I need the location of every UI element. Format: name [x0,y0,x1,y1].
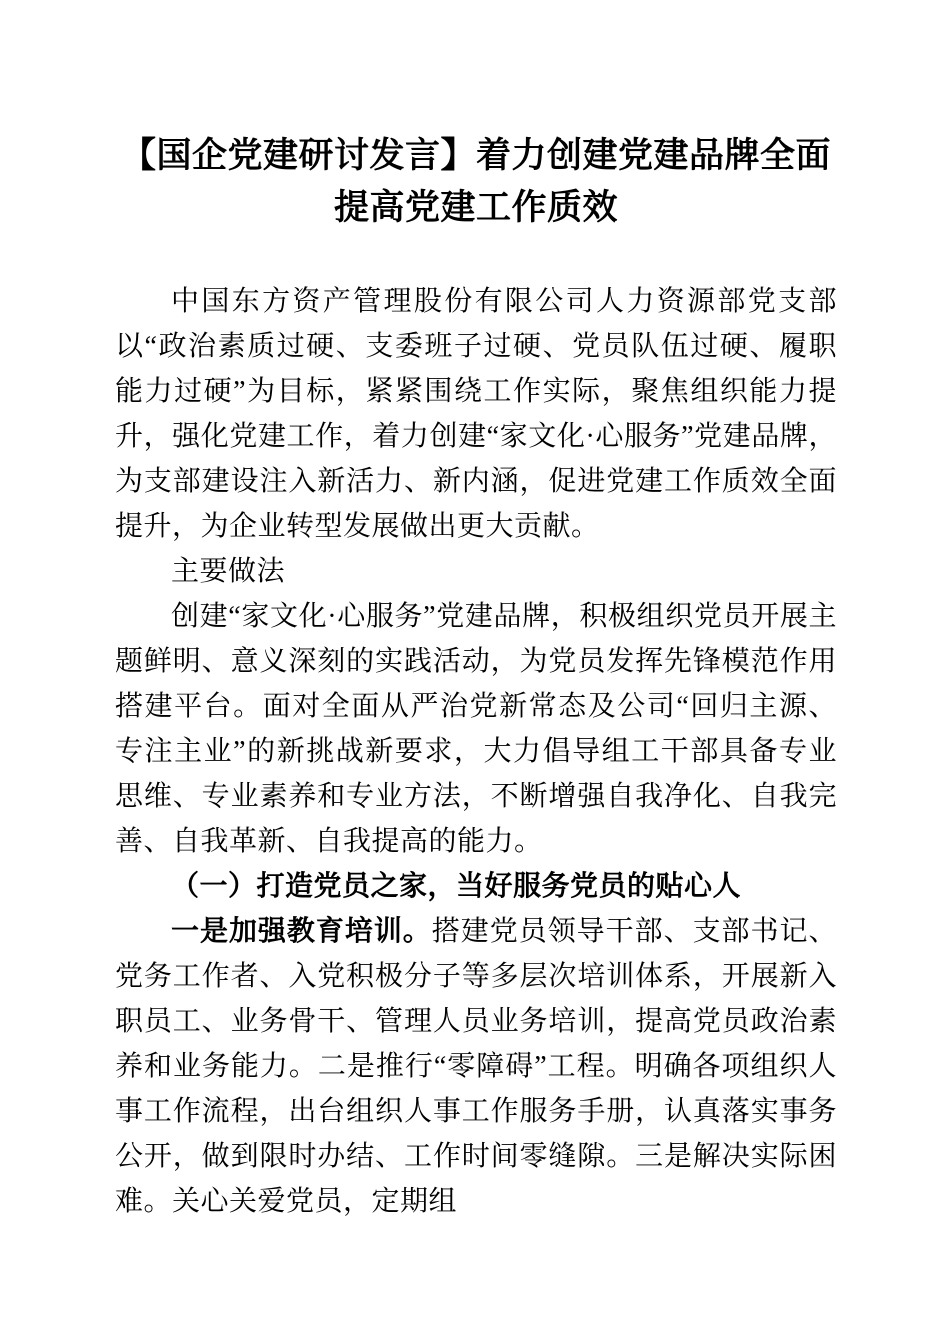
section-1-rest-text: 搭建党员领导干部、支部书记、党务工作者、入党积极分子等多层次培训体系，开展新入职员工、业务骨干、管理人员业务培训，提高党员政治素养和业务能力。二是推行“零障碍”工程。明确各项组织人事工作流程，出台组织人事工作服务手册，认真落实事务公开，做到限时办结、工作时间零缝隙。三是解决实际困难。关心关爱党员，定期组 [115,916,837,1217]
paragraph-main-practices-label: 主要做法 [171,556,286,587]
document-title: 【国企党建研讨发言】着力创建党建品牌全面提高党建工作质效 [120,136,831,227]
paragraph-section-1-content [115,909,837,1224]
paragraph-brand-building: 创建“家文化·心服务”党建品牌，积极组织党员开展主题鲜明、意义深刻的实践活动，为党员发挥先锋模范作用搭建平台。面对全面从严治党新常态及公司“回归主源、专注主业”的新挑战新要求，大力倡导组工干部具备专业思维、专业素养和专业方法，不断增强自我净化、自我完善、自我革新、自我提高的能力。 [115,601,837,857]
paragraph-intro: 中国东方资产管理股份有限公司人力资源部党支部以“政治素质过硬、支委班子过硬、党员队伍过硬、履职能力过硬”为目标，紧紧围绕工作实际，聚焦组织能力提升，强化党建工作，着力创建“家文化·心服务”党建品牌，为支部建设注入新活力、新内涵，促进党建工作质效全面提升，为企业转型发展做出更大贡献。 [115,286,837,542]
section-1-bold-lead: 一是加强教育培训。 [171,916,432,947]
document-content [115,130,837,1224]
section-1-heading: （一）打造党员之家，当好服务党员的贴心人 [171,871,742,902]
